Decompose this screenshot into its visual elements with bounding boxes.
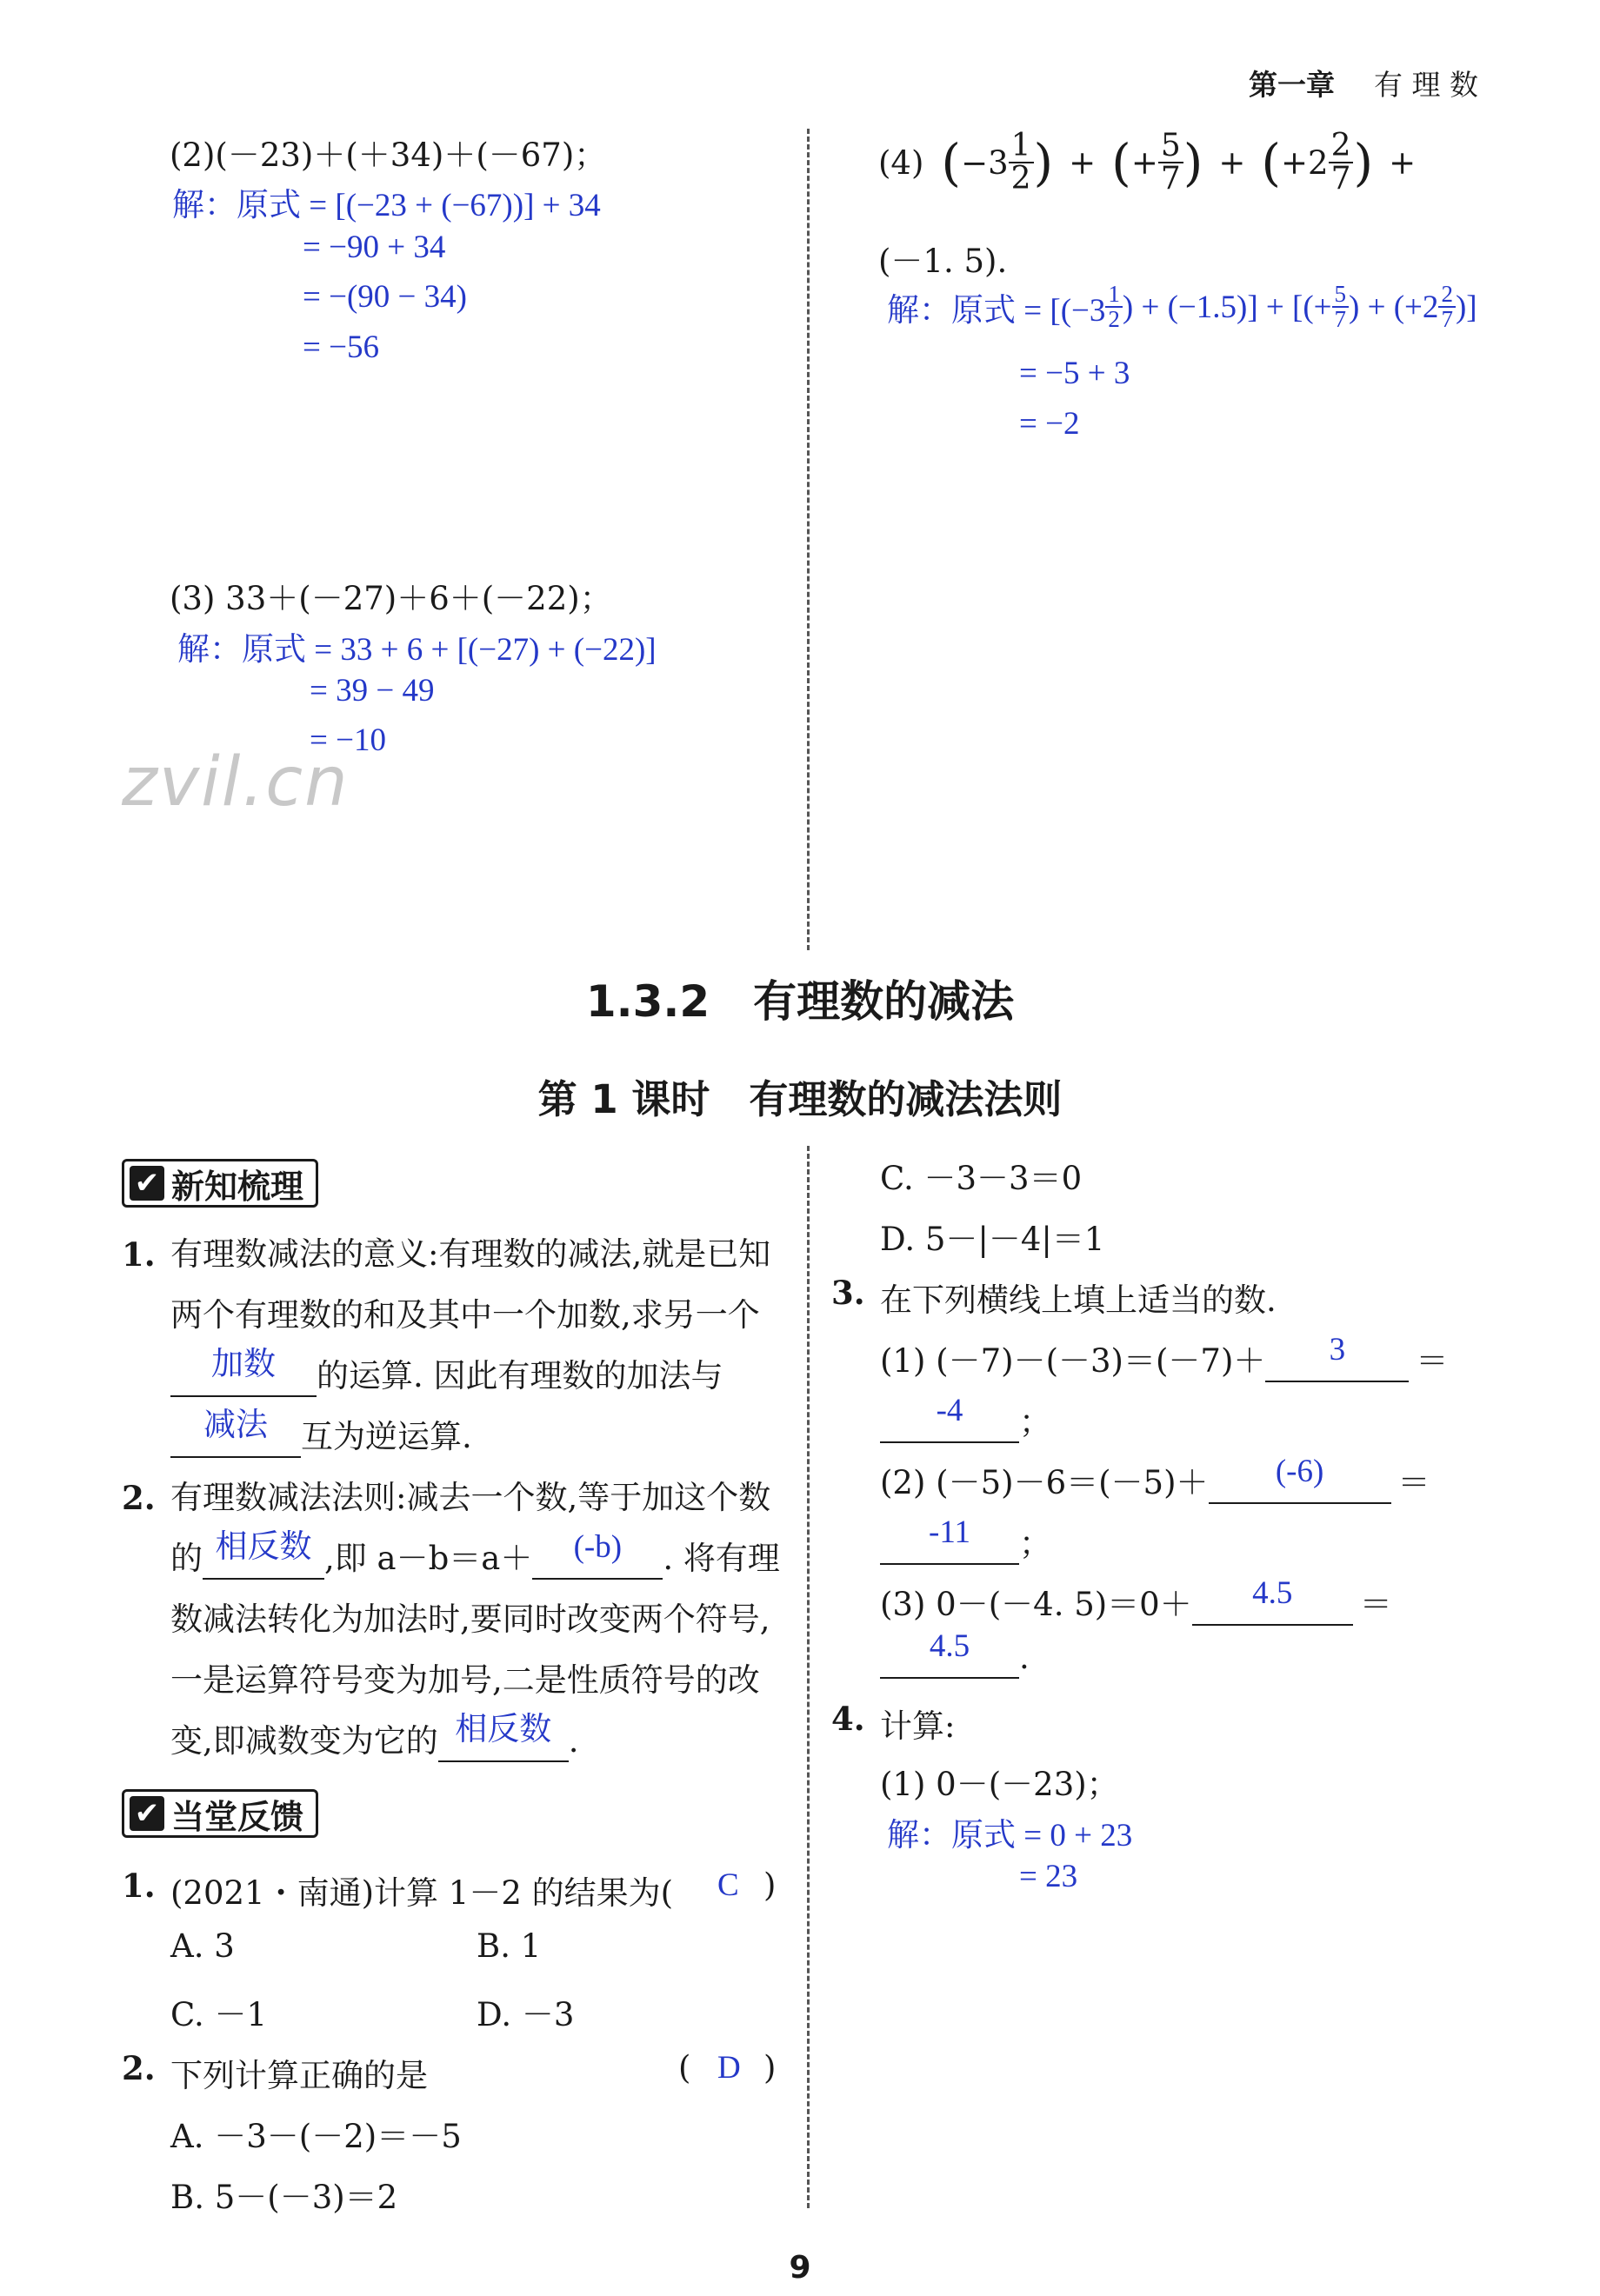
feedback-q1-option-d[interactable]: D. －3: [477, 1996, 575, 2033]
feedback-q1-close-paren: ): [763, 1867, 777, 1904]
checkbox-icon: ✔: [130, 1166, 164, 1201]
item-3-blank-1[interactable]: 4.5: [1192, 1588, 1353, 1626]
knowledge-q2-blank-2[interactable]: (-b): [532, 1542, 663, 1580]
plus-1: +: [1069, 143, 1097, 182]
chapter-title: 有 理 数: [1374, 68, 1478, 102]
feedback-q4-text: 计算:: [880, 1707, 956, 1745]
watermark: zvil.cn: [122, 743, 350, 822]
problem-3-question: (3) 33＋(－27)＋6＋(－22)；: [170, 580, 612, 617]
feedback-q4-number: 4.: [831, 1700, 865, 1738]
feedback-q3-item-3-line-2: [880, 1628, 1030, 1679]
checkbox-icon: ✔: [130, 1796, 164, 1831]
feedback-label-text: 当堂反馈: [171, 1797, 304, 1836]
problem-2-question: (2)(－23)＋(＋34)＋(－67)；: [170, 136, 607, 174]
feedback-q4-sub: (1) 0－(－23)；: [880, 1766, 1119, 1803]
feedback-q3-item-2: [880, 1456, 1430, 1504]
term-1-sign: −3: [961, 143, 1009, 182]
knowledge-q1-text-1: 有理数减法的意义:有理数的减法,就是已知两个有理数的和及其中一个加数,求另一个: [170, 1235, 771, 1334]
feedback-q3-text: 在下列横线上填上适当的数.: [880, 1281, 1277, 1319]
knowledge-q1-blank-1[interactable]: 加数: [170, 1360, 317, 1397]
knowledge-q2-text-3: . 将有理数减法转化为加法时,要同时改变两个符号,一是运算符号变为加号,二是性质符号的改变,即减数变为它的: [170, 1540, 780, 1760]
feedback-q1-option-c[interactable]: C. －1: [170, 1996, 268, 2033]
feedback-q2-answer[interactable]: D: [717, 2050, 741, 2086]
item-1-left: (1) (－7)－(－3)＝(－7)＋: [880, 1342, 1266, 1380]
plus-2: +: [1218, 143, 1246, 182]
feedback-q1-number: 1.: [122, 1867, 156, 1905]
knowledge-q1-text-3: 互为逆运算.: [301, 1418, 472, 1455]
feedback-q2-option-a[interactable]: A. －3－(－2)＝－5: [170, 2118, 462, 2155]
sol-mid-2: ) + (+2: [1349, 289, 1439, 325]
knowledge-q2-blank-1[interactable]: 相反数: [203, 1542, 324, 1580]
item-2-end: ；: [1019, 1525, 1051, 1562]
chapter-label: 第一章: [1249, 68, 1335, 102]
sol-mid-1: ) + (−1.5)] + [(+: [1122, 289, 1332, 325]
term-3-fraction: $\frac{2}{7}$: [1329, 130, 1354, 195]
feedback-q1-option-b[interactable]: B. 1: [477, 1927, 542, 1965]
item-1-blank-1[interactable]: 3: [1265, 1345, 1409, 1382]
term-2-sign: +: [1130, 143, 1158, 182]
feedback-q4-line-1: 解：原式 = 0 + 23: [887, 1818, 1133, 1853]
paren-open: (: [941, 133, 962, 192]
knowledge-q2-text-1: 有理数减法法则:减去一个数,等于加这个数的: [170, 1479, 771, 1577]
paren-open: (: [1111, 133, 1131, 192]
feedback-q2-option-c[interactable]: C. －3－3＝0: [880, 1160, 1083, 1197]
column-divider-bottom: [807, 1146, 810, 2208]
new-knowledge-label: [122, 1159, 318, 1208]
feedback-q2-close-paren: ): [763, 2049, 777, 2086]
feedback-q1-option-a[interactable]: A. 3: [170, 1927, 235, 1965]
feedback-label: [122, 1789, 318, 1838]
knowledge-q2-text-4: .: [568, 1722, 579, 1760]
feedback-q2-number: 2.: [122, 2049, 156, 2087]
sol-prefix: 解：原式 = [(−3: [887, 293, 1106, 329]
sol-end: )]: [1455, 289, 1477, 325]
page-number: 9: [789, 2250, 811, 2286]
feedback-q2-option-d[interactable]: D. 5－|－4|＝1: [880, 1221, 1105, 1258]
knowledge-q2-blank-3[interactable]: 相反数: [438, 1725, 569, 1762]
column-divider-top: [807, 129, 810, 950]
term-2-fraction: $\frac{5}{7}$: [1158, 130, 1183, 195]
knowledge-q1-text-2: 的运算. 因此有理数的加法与: [317, 1357, 723, 1394]
sol-fraction-3: $\frac{2}{7}$: [1438, 283, 1456, 331]
problem-3-line-3: = −10: [310, 722, 386, 758]
knowledge-q2-text-2: ,即 a－b＝a＋: [324, 1540, 533, 1577]
feedback-q1-answer[interactable]: C: [717, 1867, 739, 1903]
item-3-blank-2[interactable]: 4.5: [880, 1641, 1019, 1679]
problem-2-line-3: = −(90 − 34): [303, 279, 467, 315]
item-3-eq: ＝: [1359, 1586, 1392, 1623]
feedback-q3-item-1: [880, 1334, 1448, 1382]
item-2-eq: ＝: [1397, 1464, 1430, 1501]
item-3-left: (3) 0－(－4. 5)＝0＋: [880, 1586, 1192, 1623]
item-3-end: .: [1019, 1639, 1030, 1676]
problem-4-label: (4): [878, 143, 924, 182]
paren-open: (: [1261, 133, 1282, 192]
problem-2-line-2: = −90 + 34: [303, 230, 446, 265]
knowledge-q1-blank-2[interactable]: 减法: [170, 1421, 301, 1458]
paren-close: ): [1183, 133, 1203, 192]
knowledge-q1-number: 1.: [122, 1235, 156, 1274]
feedback-q2-open-paren: (: [678, 2049, 691, 2086]
problem-4-question: [878, 130, 1416, 195]
problem-3-line-1: 解：原式 = 33 + 6 + [(−27) + (−22)]: [177, 632, 657, 668]
feedback-q3-item-3: [880, 1575, 1392, 1626]
term-3-sign: +2: [1281, 143, 1329, 182]
feedback-q2-option-b[interactable]: B. 5－(－3)＝2: [170, 2179, 398, 2216]
problem-4-solution-line-3: = −2: [1019, 406, 1080, 442]
feedback-q3-number: 3.: [831, 1274, 865, 1312]
term-1-fraction: $\frac{1}{2}$: [1009, 130, 1034, 195]
sol-fraction-1: $\frac{1}{2}$: [1105, 283, 1123, 331]
problem-4-continuation: (－1. 5).: [878, 243, 1008, 280]
knowledge-q2-number: 2.: [122, 1479, 156, 1517]
feedback-q3-item-2-line-2: [880, 1514, 1051, 1565]
feedback-q4-line-2: = 23: [1019, 1859, 1078, 1894]
problem-4-solution-line-2: = −5 + 3: [1019, 356, 1130, 391]
feedback-q1-text: (2021・南通)计算 1－2 的结果为(: [170, 1874, 674, 1912]
sol-fraction-2: $\frac{5}{7}$: [1332, 283, 1350, 331]
problem-3-line-2: = 39 − 49: [310, 673, 435, 709]
item-1-blank-2[interactable]: -4: [880, 1406, 1019, 1443]
plus-3: +: [1389, 143, 1417, 182]
item-2-blank-2[interactable]: -11: [880, 1527, 1019, 1565]
knowledge-q1: [122, 1224, 783, 1467]
problem-2-line-4: = −56: [303, 329, 379, 365]
item-2-left: (2) (－5)－6＝(－5)＋: [880, 1464, 1209, 1501]
paren-close: ): [1353, 133, 1374, 192]
feedback-q2-text: 下列计算正确的是: [170, 2057, 428, 2094]
item-1-eq: ＝: [1416, 1342, 1449, 1380]
item-1-end: ；: [1019, 1403, 1051, 1441]
knowledge-q2: [122, 1467, 783, 1772]
problem-4-solution-line-1: [887, 283, 1477, 331]
paren-close: ): [1033, 133, 1054, 192]
lesson-title: 第 1 课时 有理数的减法法则: [537, 1076, 1063, 1122]
new-knowledge-label-text: 新知梳理: [171, 1167, 304, 1206]
problem-2-line-1: 解：原式 = [(−23 + (−67))] + 34: [172, 188, 601, 223]
section-title: 1.3.2 有理数的减法: [585, 976, 1015, 1027]
item-2-blank-1[interactable]: (-6): [1209, 1467, 1391, 1504]
feedback-q3-item-1-line-2: [880, 1395, 1051, 1443]
